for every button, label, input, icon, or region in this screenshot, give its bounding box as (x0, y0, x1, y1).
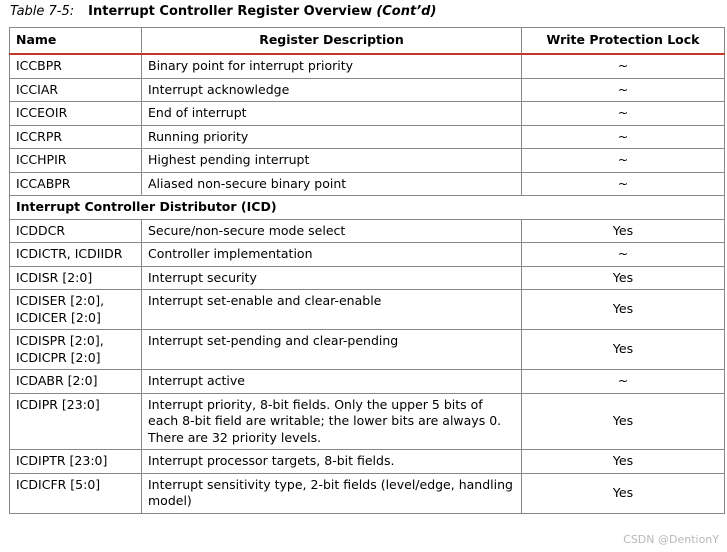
register-name: ICDABR [2:0] (10, 370, 142, 394)
table-continued: (Cont’d) (376, 4, 437, 19)
write-protection-lock: Yes (522, 330, 725, 370)
register-description: Interrupt sensitivity type, 2-bit fields (level/edge, handling model) (142, 473, 522, 513)
write-protection-lock: Yes (522, 450, 725, 474)
table-row (10, 266, 725, 290)
register-description: Binary point for interrupt priority (142, 54, 522, 78)
header-write-protection: Write Protection Lock (522, 28, 725, 55)
write-protection-lock: Yes (522, 393, 725, 450)
table-row (10, 219, 725, 243)
table-row (10, 125, 725, 149)
register-description: Interrupt set-pending and clear-pending (142, 330, 522, 370)
write-protection-lock: ~ (522, 149, 725, 173)
register-description: Highest pending interrupt (142, 149, 522, 173)
table-row (10, 370, 725, 394)
write-protection-lock: Yes (522, 473, 725, 513)
write-protection-lock: Yes (522, 219, 725, 243)
write-protection-lock: ~ (522, 370, 725, 394)
table-number: Table 7-5: (10, 4, 75, 19)
table-row (10, 330, 725, 370)
register-name: ICCEOIR (10, 102, 142, 126)
register-name: ICDISPR [2:0], ICDICPR [2:0] (10, 330, 142, 370)
register-name: ICDIPR [23:0] (10, 393, 142, 450)
table-caption (10, 3, 436, 21)
section-row (10, 196, 725, 220)
table-row (10, 78, 725, 102)
register-description: Running priority (142, 125, 522, 149)
table-row (10, 102, 725, 126)
write-protection-lock: ~ (522, 125, 725, 149)
header-description: Register Description (142, 28, 522, 55)
register-table (9, 27, 725, 514)
register-name: ICCABPR (10, 172, 142, 196)
header-name: Name (10, 28, 142, 55)
register-description: Interrupt priority, 8-bit fields. Only the upper 5 bits of each 8-bit field are writable; the lower bits are always 0. There are 32 priority levels. (142, 393, 522, 450)
table-row (10, 393, 725, 450)
table-row (10, 243, 725, 267)
write-protection-lock: Yes (522, 290, 725, 330)
write-protection-lock: ~ (522, 54, 725, 78)
register-name: ICDICTR, ICDIIDR (10, 243, 142, 267)
register-name: ICCHPIR (10, 149, 142, 173)
watermark: CSDN @DentionY (623, 533, 719, 546)
register-description: Interrupt set-enable and clear-enable (142, 290, 522, 330)
register-name: ICDISR [2:0] (10, 266, 142, 290)
write-protection-lock: ~ (522, 102, 725, 126)
write-protection-lock: ~ (522, 78, 725, 102)
table-row (10, 54, 725, 78)
register-description: End of interrupt (142, 102, 522, 126)
write-protection-lock: ~ (522, 243, 725, 267)
register-description: Interrupt security (142, 266, 522, 290)
header-row (10, 28, 725, 55)
register-description: Interrupt processor targets, 8-bit fields. (142, 450, 522, 474)
table-row (10, 172, 725, 196)
register-name: ICCIAR (10, 78, 142, 102)
section-heading: Interrupt Controller Distributor (ICD) (10, 196, 725, 220)
table-row (10, 149, 725, 173)
register-name: ICCRPR (10, 125, 142, 149)
write-protection-lock: Yes (522, 266, 725, 290)
table-row (10, 473, 725, 513)
write-protection-lock: ~ (522, 172, 725, 196)
register-name: ICDISER [2:0], ICDICER [2:0] (10, 290, 142, 330)
register-description: Secure/non-secure mode select (142, 219, 522, 243)
table-row (10, 450, 725, 474)
table-row (10, 290, 725, 330)
register-name: ICDICFR [5:0] (10, 473, 142, 513)
table-title: Interrupt Controller Register Overview (88, 4, 373, 19)
register-description: Interrupt active (142, 370, 522, 394)
register-description: Controller implementation (142, 243, 522, 267)
register-name: ICDDCR (10, 219, 142, 243)
register-description: Interrupt acknowledge (142, 78, 522, 102)
register-name: ICDIPTR [23:0] (10, 450, 142, 474)
register-name: ICCBPR (10, 54, 142, 78)
register-description: Aliased non-secure binary point (142, 172, 522, 196)
